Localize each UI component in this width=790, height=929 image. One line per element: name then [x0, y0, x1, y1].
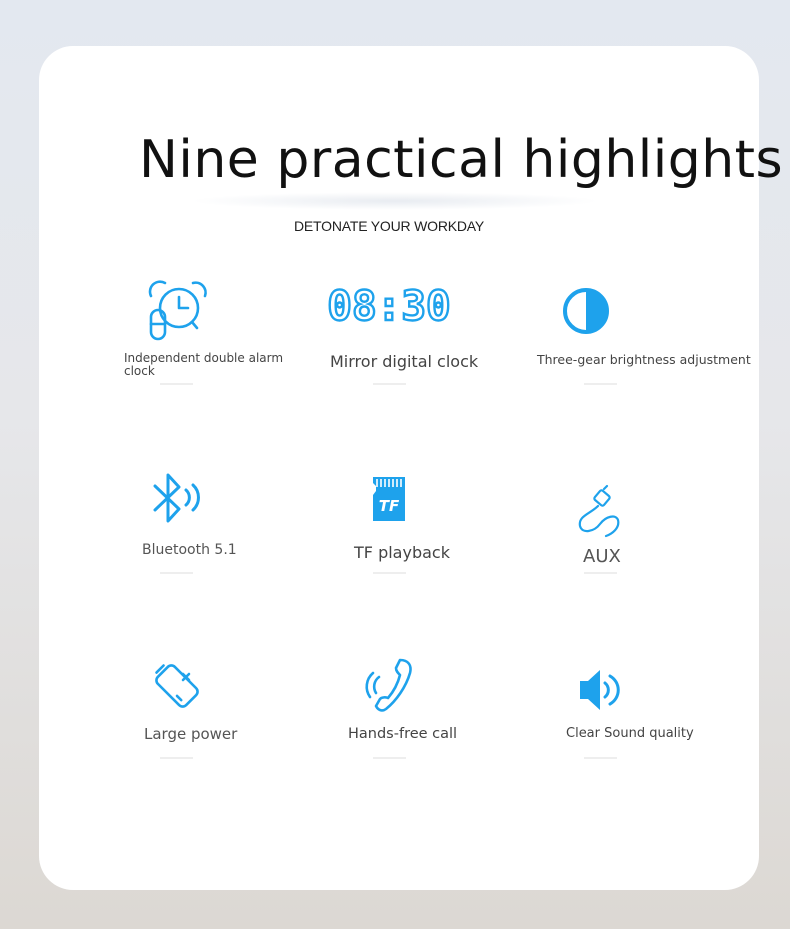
divider — [160, 757, 193, 759]
feature-label-tf: TF playback — [354, 543, 450, 562]
divider — [160, 383, 193, 385]
divider — [373, 757, 406, 759]
feature-label-alarm: Independent double alarm clock — [124, 351, 284, 378]
divider — [160, 572, 193, 574]
battery-icon — [150, 659, 204, 711]
feature-label-sound: Clear Sound quality — [566, 726, 694, 741]
aux-cable-icon — [576, 486, 622, 538]
divider — [584, 757, 617, 759]
brightness-icon — [562, 287, 610, 335]
clock-display: 08:30 — [327, 282, 451, 330]
page-subtitle: DETONATE YOUR WORKDAY — [294, 218, 485, 234]
feature-label-bluetooth: Bluetooth 5.1 — [142, 542, 237, 558]
tf-card-icon — [371, 475, 407, 523]
divider — [584, 383, 617, 385]
page-title: Nine practical highlights — [139, 130, 784, 190]
divider — [373, 383, 406, 385]
bluetooth-icon — [150, 471, 204, 527]
alarm-clock-icon — [148, 279, 208, 341]
feature-label-aux: AUX — [583, 546, 621, 567]
divider — [373, 572, 406, 574]
title-underglow — [190, 192, 600, 210]
phone-call-icon — [368, 657, 414, 713]
speaker-icon — [578, 667, 624, 713]
tf-card-text: TF — [378, 497, 400, 515]
feature-label-brightness: Three-gear brightness adjustment — [537, 352, 751, 367]
divider — [584, 572, 617, 574]
feature-label-clock: Mirror digital clock — [330, 352, 479, 371]
digital-clock-icon — [327, 282, 451, 330]
feature-label-call: Hands-free call — [348, 726, 458, 742]
feature-label-battery: Large power — [144, 725, 238, 743]
